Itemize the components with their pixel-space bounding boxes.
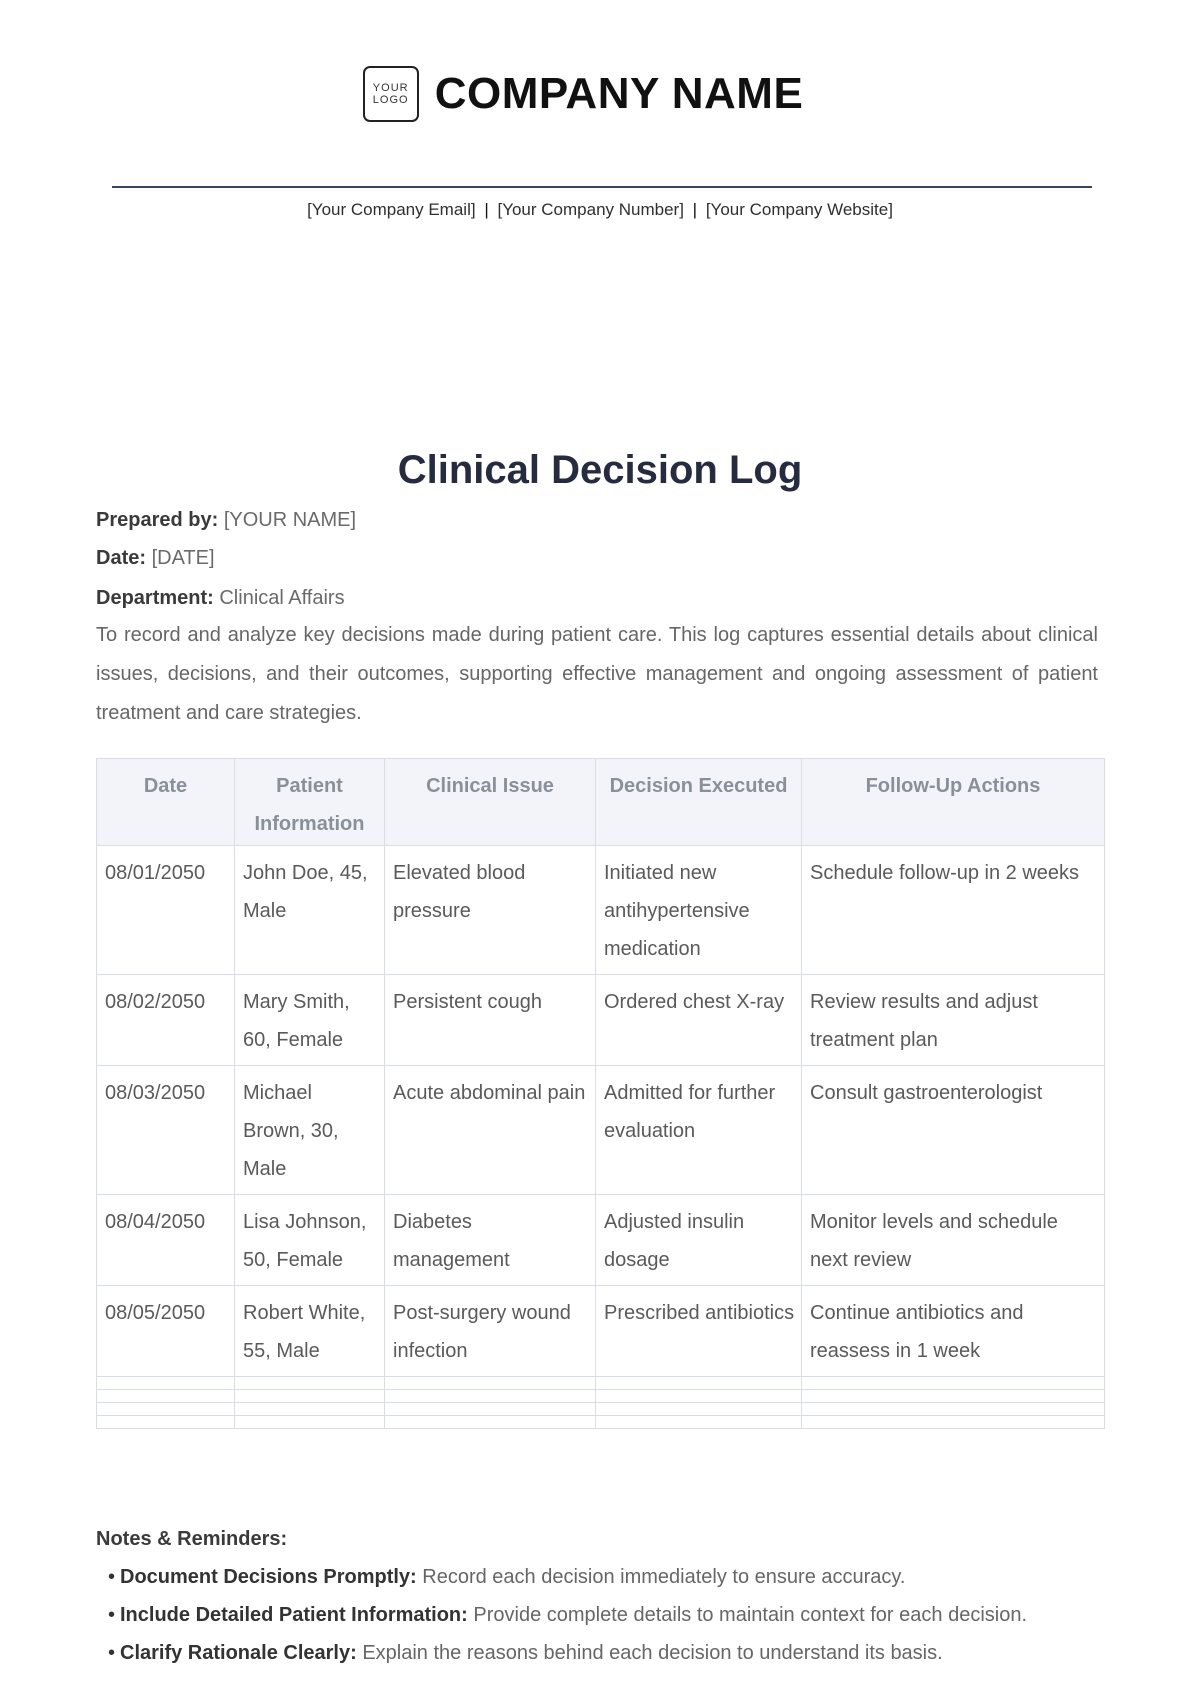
- empty-cell: [97, 1377, 235, 1390]
- table-cell-date: 08/03/2050: [97, 1066, 235, 1195]
- table-row: [97, 1195, 1105, 1286]
- table-cell-patient: Michael Brown, 30, Male: [235, 1066, 385, 1195]
- empty-cell: [385, 1403, 596, 1416]
- table-cell-decision: Adjusted insulin dosage: [596, 1195, 802, 1286]
- empty-cell: [385, 1416, 596, 1429]
- note-item: [96, 1558, 1100, 1596]
- empty-cell: [802, 1416, 1105, 1429]
- empty-cell: [385, 1377, 596, 1390]
- empty-cell: [235, 1377, 385, 1390]
- note-label: Include Detailed Patient Information:: [120, 1604, 468, 1626]
- note-label: Clarify Rationale Clearly:: [120, 1642, 357, 1664]
- empty-table-row: [97, 1390, 1105, 1403]
- contact-separator: |: [484, 200, 489, 219]
- empty-cell: [97, 1416, 235, 1429]
- company-number: [Your Company Number]: [497, 200, 684, 219]
- table-cell-patient: Robert White, 55, Male: [235, 1286, 385, 1377]
- empty-cell: [235, 1416, 385, 1429]
- company-contact-line: [0, 200, 1200, 220]
- empty-cell: [802, 1390, 1105, 1403]
- note-text: Record each decision immediately to ensure accuracy.: [422, 1566, 906, 1588]
- prepared-by-line: [96, 501, 1100, 539]
- table-cell-date: 08/02/2050: [97, 975, 235, 1066]
- table-cell-issue: Elevated blood pressure: [385, 846, 596, 975]
- notes-title: Notes & Reminders:: [96, 1528, 288, 1550]
- table-row: [97, 1066, 1105, 1195]
- company-email: [Your Company Email]: [307, 200, 476, 219]
- empty-table-row: [97, 1403, 1105, 1416]
- clinical-decision-table: [96, 758, 1105, 1429]
- empty-cell: [97, 1403, 235, 1416]
- department-line: [96, 579, 1100, 617]
- empty-cell: [802, 1403, 1105, 1416]
- table-cell-patient: Mary Smith, 60, Female: [235, 975, 385, 1066]
- date-line: [96, 539, 1100, 577]
- column-header: Patient Information: [235, 759, 385, 846]
- logo-placeholder: [363, 66, 419, 122]
- table-cell-followup: Schedule follow-up in 2 weeks: [802, 846, 1105, 975]
- date-value: [DATE]: [151, 547, 215, 569]
- intro-paragraph: To record and analyze key decisions made during patient care. This log captures essential details about clinical issues, decisions, and their outcomes, supporting effective management and ongoing assessment of patient treatment and care strategies.: [96, 624, 1098, 724]
- table-row: [97, 975, 1105, 1066]
- empty-table-row: [97, 1377, 1105, 1390]
- bullet-icon: •: [108, 1566, 116, 1588]
- department-value: Clinical Affairs: [219, 587, 345, 609]
- table-cell-issue: Post-surgery wound infection: [385, 1286, 596, 1377]
- table-cell-decision: Ordered chest X-ray: [596, 975, 802, 1066]
- column-header: Clinical Issue: [385, 759, 596, 846]
- table-cell-issue: Diabetes management: [385, 1195, 596, 1286]
- contact-separator: |: [692, 200, 698, 219]
- prepared-by-value: [YOUR NAME]: [223, 509, 357, 531]
- note-text: Provide complete details to maintain context for each decision.: [473, 1604, 1028, 1626]
- table-cell-patient: John Doe, 45, Male: [235, 846, 385, 975]
- empty-cell: [97, 1390, 235, 1403]
- table-cell-date: 08/01/2050: [97, 846, 235, 975]
- prepared-by-label: Prepared by:: [96, 509, 219, 531]
- empty-cell: [596, 1377, 802, 1390]
- empty-cell: [596, 1403, 802, 1416]
- bullet-icon: •: [108, 1604, 116, 1626]
- note-text: Explain the reasons behind each decision to understand its basis.: [362, 1642, 943, 1664]
- table-cell-followup: Consult gastroenterologist: [802, 1066, 1105, 1195]
- table-cell-date: 08/05/2050: [97, 1286, 235, 1377]
- note-label: Document Decisions Promptly:: [120, 1566, 417, 1588]
- column-header: Follow-Up Actions: [802, 759, 1105, 846]
- empty-cell: [596, 1390, 802, 1403]
- table-cell-decision: Initiated new antihypertensive medication: [596, 846, 802, 975]
- empty-cell: [385, 1390, 596, 1403]
- table-row: [97, 846, 1105, 975]
- brand-row: [0, 66, 1200, 122]
- table-cell-issue: Acute abdominal pain: [385, 1066, 596, 1195]
- empty-cell: [235, 1403, 385, 1416]
- notes-section: [96, 1520, 1100, 1672]
- table-cell-followup: Monitor levels and schedule next review: [802, 1195, 1105, 1286]
- table-cell-patient: Lisa Johnson, 50, Female: [235, 1195, 385, 1286]
- table-cell-decision: Admitted for further evaluation: [596, 1066, 802, 1195]
- column-header: Date: [97, 759, 235, 846]
- empty-table-row: [97, 1416, 1105, 1429]
- page-title: Clinical Decision Log: [397, 448, 803, 492]
- department-label: Department:: [96, 587, 214, 609]
- table-row: [97, 1286, 1105, 1377]
- note-item: [96, 1596, 1100, 1634]
- bullet-icon: •: [108, 1642, 116, 1664]
- company-name: COMPANY NAME: [434, 69, 804, 118]
- company-website: [Your Company Website]: [705, 200, 893, 219]
- table-header-row: [97, 759, 1105, 846]
- column-header: Decision Executed: [596, 759, 802, 846]
- logo-text-line2: LOGO: [372, 94, 409, 106]
- empty-cell: [802, 1377, 1105, 1390]
- note-item: [96, 1634, 1100, 1672]
- table-cell-decision: Prescribed antibiotics: [596, 1286, 802, 1377]
- date-label: Date:: [96, 547, 147, 569]
- empty-cell: [596, 1416, 802, 1429]
- empty-cell: [235, 1390, 385, 1403]
- logo-text-line1: YOUR: [372, 82, 409, 94]
- table-cell-date: 08/04/2050: [97, 1195, 235, 1286]
- table-cell-followup: Continue antibiotics and reassess in 1 week: [802, 1286, 1105, 1377]
- table-cell-followup: Review results and adjust treatment plan: [802, 975, 1105, 1066]
- header-divider: [112, 186, 1092, 188]
- table-cell-issue: Persistent cough: [385, 975, 596, 1066]
